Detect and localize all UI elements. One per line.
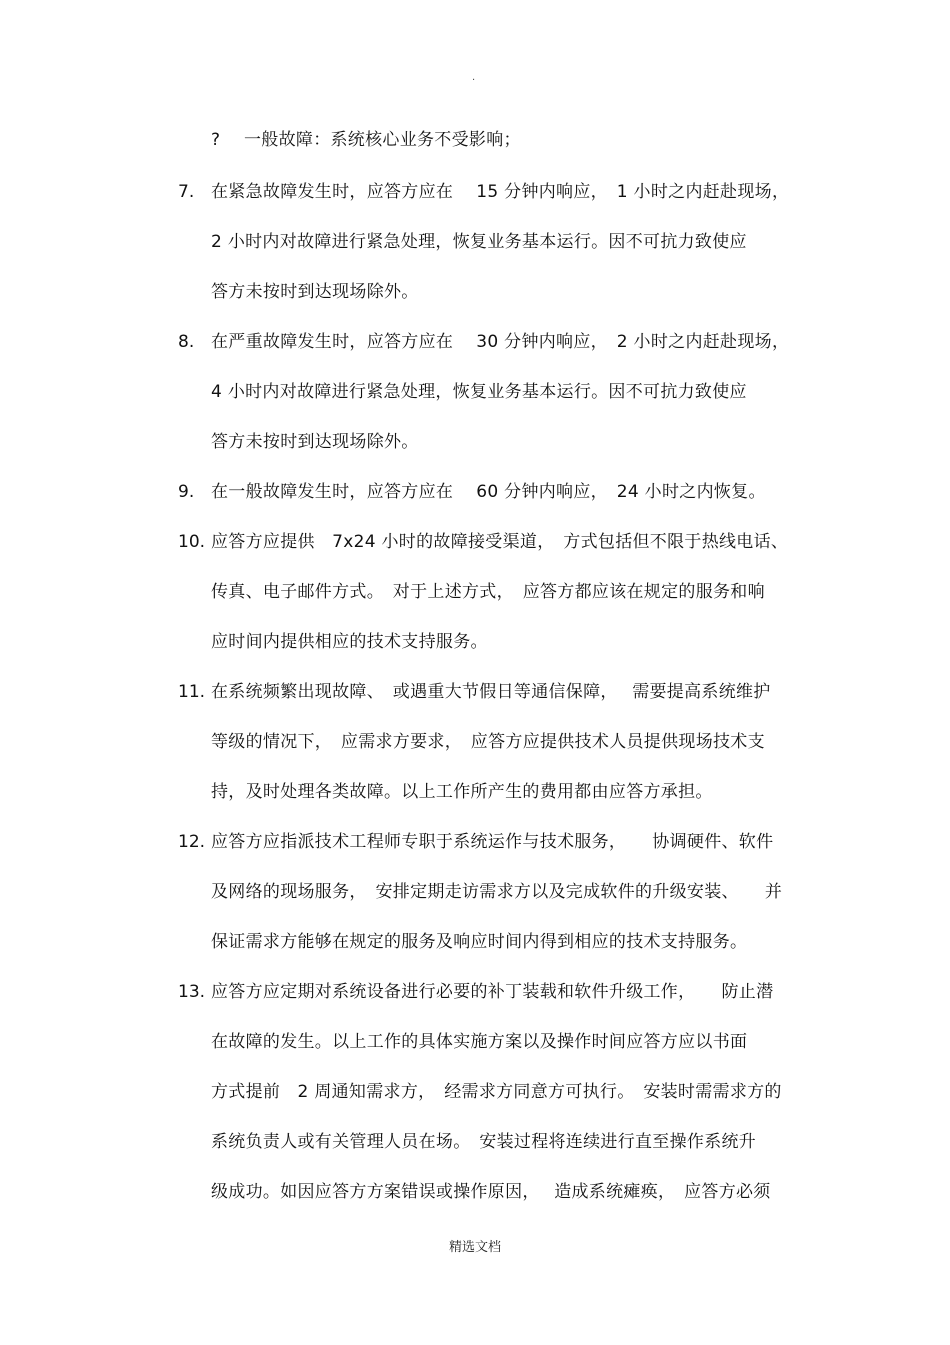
item-10-line: 应答方应提供 7x24 小时的故障接受渠道， 方式包括但不限于热线电话、 [211, 532, 789, 552]
item-number-12: 12. [178, 832, 206, 852]
item-11-line: 等级的情况下， 应需求方要求， 应答方应提供技术人员提供现场技术支 [211, 732, 765, 752]
item-10-line: 传真、电子邮件方式。 对于上述方式， 应答方都应该在规定的服务和响 [211, 582, 765, 602]
item-12-line: 应答方应指派技术工程师专职于系统运作与技术服务， 协调硬件、软件 [211, 832, 774, 852]
item-13-line: 级成功。如因应答方方案错误或操作原因， 造成系统瘫痪， 应答方必须 [211, 1182, 771, 1202]
item-7-line: 在紧急故障发生时，应答方应在 15 分钟内响应， 1 小时之内赶赴现场， [211, 182, 790, 202]
item-7-line: 答方未按时到达现场除外。 [211, 282, 419, 302]
item-number-9: 9. [178, 482, 195, 502]
item-13-line: 方式提前 2 周通知需求方， 经需求方同意方可执行。 安装时需需求方的 [211, 1082, 782, 1102]
item-number-11: 11. [178, 682, 206, 702]
item-13-line: 系统负责人或有关管理人员在场。 安装过程将连续进行直至操作系统升 [211, 1132, 757, 1152]
item-9-line: 在一般故障发生时，应答方应在 60 分钟内响应， 24 小时之内恢复。 [211, 482, 766, 502]
item-number-8: 8. [178, 332, 195, 352]
item-13-line: 在故障的发生。以上工作的具体实施方案以及操作时间应答方应以书面 [211, 1032, 748, 1052]
item-13-line: 应答方应定期对系统设备进行必要的补丁装载和软件升级工作， 防止潜 [211, 982, 774, 1002]
item-7-line: 2 小时内对故障进行紧急处理，恢复业务基本运行。因不可抗力致使应 [211, 232, 747, 252]
page-footer: 精选文档 [448, 1240, 501, 1255]
item-12-line: 及网络的现场服务， 安排定期走访需求方以及完成软件的升级安装、 并 [211, 882, 783, 902]
header-mark: . [472, 72, 476, 83]
item-number-13: 13. [178, 982, 206, 1002]
bullet-marker: ? [211, 130, 221, 150]
item-number-10: 10. [178, 532, 206, 552]
item-8-line: 答方未按时到达现场除外。 [211, 432, 419, 452]
item-11-line: 在系统频繁出现故障、 或遇重大节假日等通信保障， 需要提高系统维护 [211, 682, 771, 702]
item-10-line: 应时间内提供相应的技术支持服务。 [211, 632, 488, 652]
bullet-text: 一般故障：系统核心业务不受影响； [244, 130, 521, 150]
item-8-line: 在严重故障发生时，应答方应在 30 分钟内响应， 2 小时之内赶赴现场， [211, 332, 790, 352]
item-12-line: 保证需求方能够在规定的服务及响应时间内得到相应的技术支持服务。 [211, 932, 748, 952]
item-number-7: 7. [178, 182, 195, 202]
item-8-line: 4 小时内对故障进行紧急处理，恢复业务基本运行。因不可抗力致使应 [211, 382, 747, 402]
item-11-line: 持，及时处理各类故障。以上工作所产生的费用都由应答方承担。 [211, 782, 713, 802]
